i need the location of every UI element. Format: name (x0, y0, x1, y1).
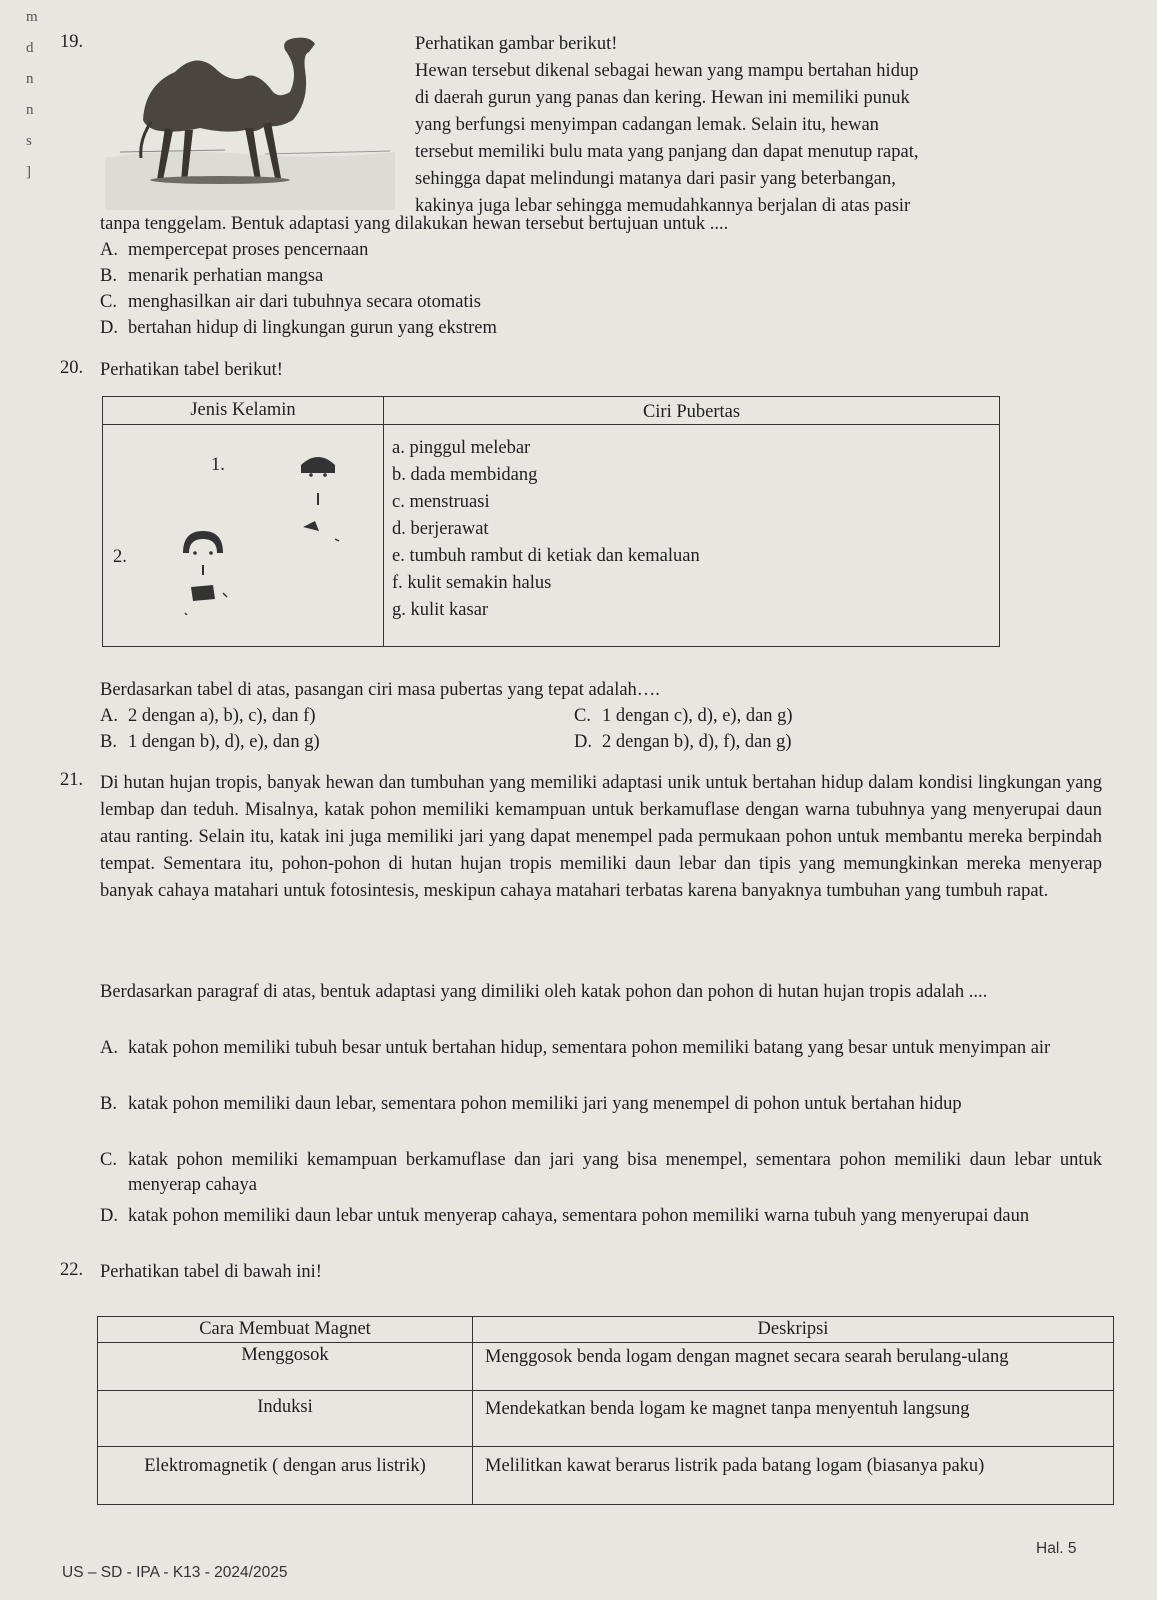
row-label-1: 1. (211, 455, 225, 475)
option-letter: D. (100, 1206, 118, 1226)
option-text: 2 dengan a), b), c), dan f) (128, 706, 316, 726)
page-number: Hal. 5 (1036, 1540, 1077, 1557)
q21-paragraph: Di hutan hujan tropis, banyak hewan dan tumbuhan yang memiliki adaptasi unik untuk bertahan hidup dalam kondisi lingkungan yang lembap dan teduh. Misalnya, katak pohon memiliki kemampuan untuk berkamuflase dengan warna tubuhnya yang menyerupai daun atau ranting. Selain itu, katak ini juga memiliki jari yang dapat menempel pada permukaan pohon untuk membantu mereka berpindah tempat. Sementara itu, pohon-pohon di hutan hujan tropis memiliki daun lebar dan tipis yang memungkinkan mereka menyerap banyak cahaya matahari untuk fotosintesis, meskipun cahaya matahari terbatas karena banyaknya tumbuhan yang tumbuh rapat. (100, 773, 1102, 901)
option-letter: C. (100, 1150, 117, 1170)
q22-intro: Perhatikan tabel di bawah ini! (100, 1262, 322, 1282)
trait-item: b. dada membidang (392, 465, 538, 485)
q19-intro: Perhatikan gambar berikut! (415, 34, 618, 54)
option-letter: B. (100, 732, 117, 752)
q20-question: Berdasarkan tabel di atas, pasangan ciri masa pubertas yang tepat adalah…. (100, 680, 660, 700)
trait-item: a. pinggul melebar (392, 438, 531, 458)
margin-mark: m (26, 9, 38, 25)
option-letter: D. (100, 318, 118, 338)
option-letter: A. (100, 240, 118, 260)
row-label-2: 2. (113, 547, 127, 567)
magnet-table (97, 1316, 1114, 1505)
girl-icon (173, 525, 253, 615)
option-text: 1 dengan b), d), e), dan g) (128, 732, 320, 752)
q21-question: Berdasarkan paragraf di atas, bentuk adaptasi yang dimiliki oleh katak pohon dan pohon di hutan hujan tropis adalah .... (100, 982, 988, 1002)
option-text: mempercepat proses pencernaan (128, 240, 369, 260)
table-header: Cara Membuat Magnet (98, 1317, 473, 1343)
q19-text-line: kakinya juga lebar sehingga memudahkannya berjalan di atas pasir (415, 196, 911, 216)
q19-text-line: tersebut memiliki bulu mata yang panjang dan dapat menutup rapat, (415, 142, 919, 162)
q20-option-c[interactable] (574, 704, 793, 728)
traits-cell (384, 425, 1000, 647)
magnet-desc: Melilitkan kawat berarus listrik pada batang logam (biasanya paku) (473, 1447, 1114, 1505)
option-text: menghasilkan air dari tubuhnya secara otomatis (128, 292, 481, 312)
question-number-20: 20. (60, 358, 84, 378)
option-text: bertahan hidup di lingkungan gurun yang ekstrem (128, 318, 497, 338)
footer-code: US – SD - IPA - K13 - 2024/2025 (62, 1564, 288, 1581)
question-number-21: 21. (60, 770, 84, 790)
gender-cell (103, 425, 384, 647)
option-letter: C. (574, 706, 591, 726)
q20-option-b[interactable] (100, 730, 320, 754)
magnet-desc: Mendekatkan benda logam ke magnet tanpa menyentuh langsung (473, 1391, 1114, 1447)
trait-item: c. menstruasi (392, 492, 490, 512)
option-text: katak pohon memiliki tubuh besar untuk bertahan hidup, sementara pohon memiliki batang yang besar untuk menyimpan air (128, 1038, 1051, 1058)
option-letter: D. (574, 732, 592, 752)
q19-option-b[interactable] (100, 264, 323, 288)
q21-option-c[interactable] (100, 1148, 1102, 1198)
q19-option-c[interactable] (100, 290, 481, 314)
option-letter: B. (100, 1094, 117, 1114)
option-letter: A. (100, 1038, 118, 1058)
question-number-19: 19. (60, 32, 84, 52)
table-header: Jenis Kelamin (103, 397, 384, 425)
option-letter: C. (100, 292, 117, 312)
magnet-method: Elektromagnetik ( dengan arus listrik) (98, 1447, 473, 1505)
margin-mark: ] (26, 164, 31, 180)
option-letter: B. (100, 266, 117, 286)
margin-mark: n (26, 71, 34, 87)
option-text: 1 dengan c), d), e), dan g) (602, 706, 793, 726)
magnet-desc: Menggosok benda logam dengan magnet secara searah berulang-ulang (473, 1343, 1114, 1391)
option-text: katak pohon memiliki daun lebar, sementara pohon memiliki jari yang menempel di pohon untuk bertahan hidup (128, 1094, 962, 1114)
q21-option-a[interactable] (100, 1036, 1102, 1061)
trait-item: f. kulit semakin halus (392, 573, 552, 593)
q20-intro: Perhatikan tabel berikut! (100, 360, 283, 380)
margin-mark: n (26, 102, 34, 118)
trait-item: d. berjerawat (392, 519, 489, 539)
q21-option-d[interactable] (100, 1204, 1102, 1229)
margin-mark: d (26, 40, 34, 56)
q19-option-a[interactable] (100, 238, 368, 262)
option-text: 2 dengan b), d), f), dan g) (602, 732, 792, 752)
q19-text-cont: tanpa tenggelam. Bentuk adaptasi yang dilakukan hewan tersebut bertujuan untuk .... (100, 214, 729, 234)
q21-option-b[interactable] (100, 1092, 1102, 1117)
q20-option-a[interactable] (100, 704, 315, 728)
option-text: menarik perhatian mangsa (128, 266, 324, 286)
boy-icon (283, 447, 353, 542)
margin-mark: s (26, 133, 32, 149)
q19-text-line: yang berfungsi menyimpan cadangan lemak. Selain itu, hewan (415, 115, 879, 135)
q19-text-line: Hewan tersebut dikenal sebagai hewan yang mampu bertahan hidup (415, 61, 919, 81)
q19-text-line: di daerah gurun yang panas dan kering. Hewan ini memiliki punuk (415, 88, 910, 108)
q19-text-line: sehingga dapat melindungi matanya dari pasir yang beterbangan, (415, 169, 896, 189)
option-text: katak pohon memiliki kemampuan berkamuflase dan jari yang bisa menempel, sementara pohon memiliki daun lebar untuk menyerap cahaya (128, 1150, 1102, 1195)
question-number-22: 22. (60, 1260, 84, 1280)
q19-text-block (415, 58, 1075, 220)
trait-item: g. kulit kasar (392, 600, 489, 620)
table-header: Deskripsi (473, 1317, 1114, 1343)
margin-marks (26, 2, 48, 188)
magnet-method: Induksi (98, 1391, 473, 1447)
magnet-method: Menggosok (98, 1343, 473, 1391)
puberty-table (102, 396, 1000, 647)
option-text: katak pohon memiliki daun lebar untuk menyerap cahaya, sementara pohon memiliki warna tubuh yang menyerupai daun (128, 1206, 1030, 1226)
q20-option-d[interactable] (574, 730, 792, 754)
trait-item: e. tumbuh rambut di ketiak dan kemaluan (392, 546, 700, 566)
table-header: Ciri Pubertas (384, 397, 1000, 425)
q19-option-d[interactable] (100, 316, 497, 340)
option-letter: A. (100, 706, 118, 726)
camel-image (105, 30, 395, 210)
